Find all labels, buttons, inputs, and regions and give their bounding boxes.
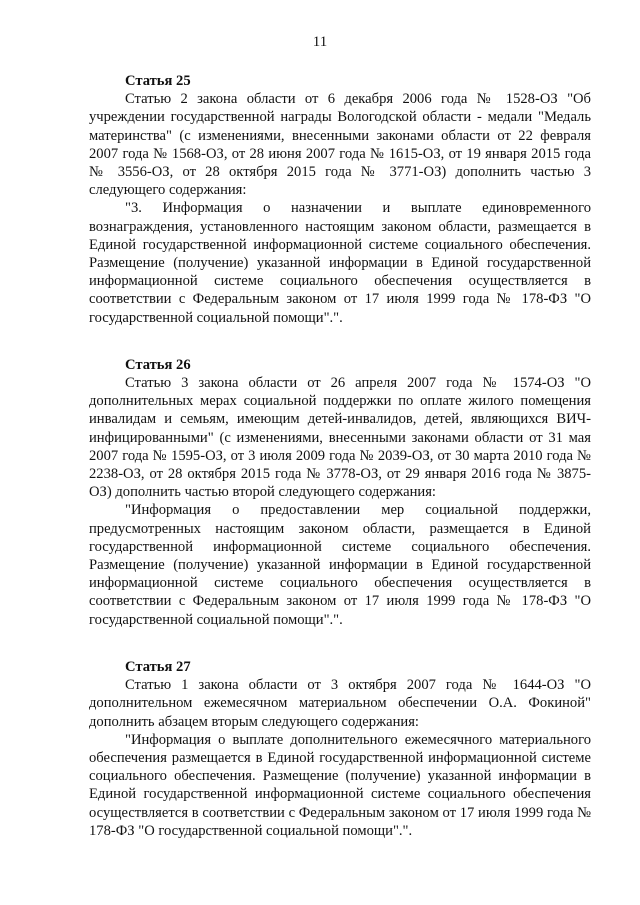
article-paragraph: "3. Информация о назначении и выплате единовременного вознаграждения, установленного настоящим законом области, размещается в Единой государственной информационной системе социального обеспечения. Размещение (получение) указанной информации в Единой государственной информационной системе социального обеспечения осуществляется в соответствии с Федеральным законом от 17 июля 1999 года № 178-ФЗ "О государственной социальной помощи".".	[89, 200, 591, 326]
document-body	[89, 72, 591, 869]
article-26	[89, 356, 591, 629]
article-heading: Статья 25	[125, 73, 191, 89]
article-25	[89, 72, 591, 327]
article-heading: Статья 26	[125, 356, 191, 373]
article-paragraph: Статью 3 закона области от 26 апреля 2007 года № 1574-ОЗ "О дополнительных мерах социальной поддержки по оплате жилого помещения инвалидам и семьям, имеющим детей-инвалидов, детей, являющихся ВИЧ-инфицированными" (с изменениями, внесенными законами области от 31 мая 2007 года № 1595-ОЗ, от 3 июля 2009 года № 2039-ОЗ, от 30 марта 2010 года № 2238-ОЗ, от 28 октября 2015 года № 3778-ОЗ, от 29 января 2016 года № 3875-ОЗ) дополнить частью второй следующего содержания:	[89, 375, 591, 501]
article-paragraph: Статью 1 закона области от 3 октября 2007 года № 1644-ОЗ "О дополнительном ежемесячном материальном обеспечении О.А. Фокиной" дополнить абзацем вторым следующего содержания:	[89, 677, 591, 730]
article-paragraph: "Информация о предоставлении мер социальной поддержки, предусмотренных настоящим законом области, размещается в Единой государственной информационной системе социального обеспечения. Размещение (получение) указанной информации в Единой государственной информационной системе социального обеспечения осуществляется в соответствии с Федеральным законом от 17 июля 1999 года № 178-ФЗ "О государственной социальной помощи".".	[89, 502, 591, 628]
article-paragraph: Статью 2 закона области от 6 декабря 2006 года № 1528-ОЗ "Об учреждении государственной награды Вологодской области - медали "Медаль материнства" (с изменениями, внесенными законами области от 22 февраля 2007 года № 1568-ОЗ, от 28 июня 2007 года № 1615-ОЗ, от 19 января 2015 года № 3556-ОЗ, от 28 октября 2015 года № 3771-ОЗ) дополнить частью 3 следующего содержания:	[89, 91, 591, 199]
article-heading: Статья 27	[125, 658, 191, 675]
page-number: 11	[312, 34, 328, 50]
article-27	[89, 658, 591, 840]
article-paragraph: "Информация о выплате дополнительного ежемесячного материального обеспечения размещается в Единой государственной информационной системе социального обеспечения. Размещение (получение) указанной информации в Единой государственной информационной системе социального обеспечения осуществляется в соответствии с Федеральным законом от 17 июля 1999 года № 178-ФЗ "О государственной социальной помощи".".	[89, 731, 591, 839]
